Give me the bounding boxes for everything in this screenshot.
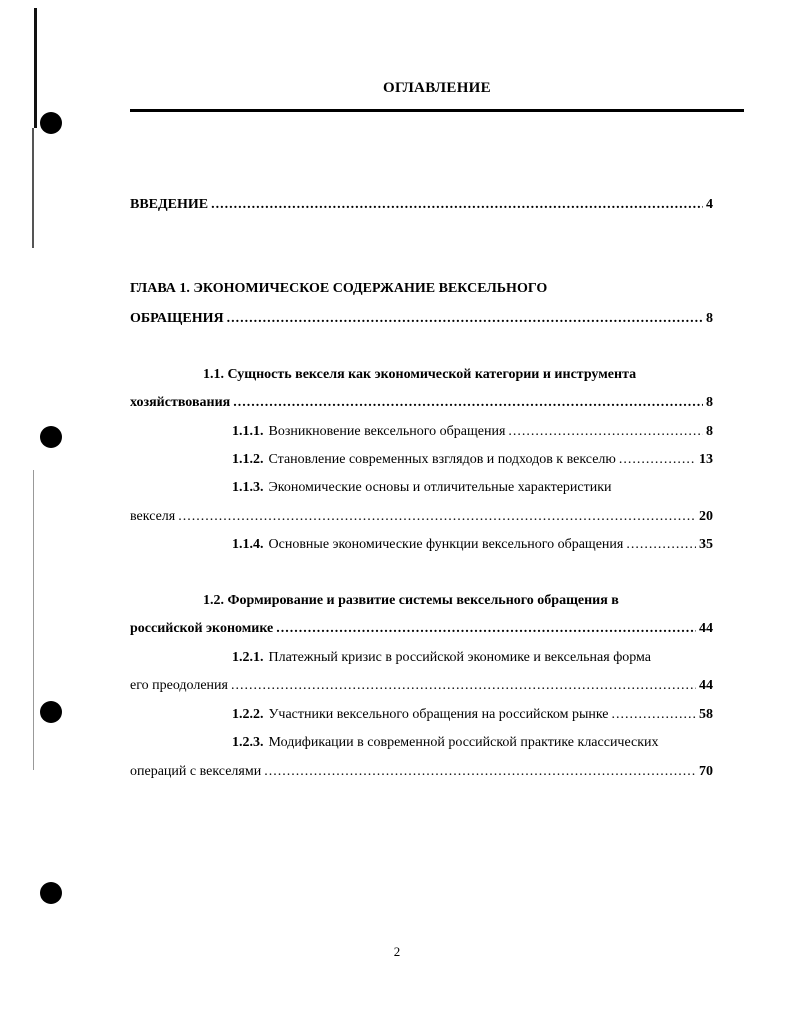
toc-section-number: 1.1.3. [232,480,264,495]
toc-entry-label: ВВЕДЕНИЕ [130,197,209,212]
toc-entry-1-1-3[interactable] [130,509,713,525]
toc-entry-label: его преодоления [130,678,228,693]
toc-entry-1-2-3[interactable] [130,764,713,780]
binding-edge-line [33,470,34,770]
toc-section-number: 1.1.2. [232,452,264,467]
toc-entry-text [232,707,609,723]
binding-edge-line [32,128,34,248]
toc-page-number: 35 [699,537,713,552]
toc-section-number: 1.1. [203,367,224,382]
page-number: 2 [393,944,401,959]
punch-hole [40,882,62,904]
toc-entry-label: ОБРАЩЕНИЯ [130,311,224,326]
toc-section-number: 1.1.1. [232,424,264,439]
toc-page-number: 4 [706,197,713,212]
toc-entry-1-1-1[interactable] [232,424,713,440]
title-divider [130,109,744,112]
toc-entry-text [232,452,616,468]
leader-dots [233,395,703,411]
toc-page-number: 44 [699,678,713,693]
toc-entry-label: векселя [130,509,176,524]
toc-section-label: Формирование и развитие системы вексельного обращения в [227,593,619,608]
toc-entry-label: российской экономике [130,621,274,636]
toc-entry-1-2-2[interactable] [232,707,713,723]
toc-section-1-1-line1 [203,367,636,383]
toc-page-number: 58 [699,707,713,722]
page-title: ОГЛАВЛЕНИЕ [383,80,491,96]
punch-hole [40,112,62,134]
toc-section-label: Основные экономические функции вексельного обращения [268,537,624,552]
toc-entry-1-1[interactable] [130,395,713,411]
toc-page-number: 8 [706,424,713,439]
toc-page-number: 20 [699,509,713,524]
leader-dots [508,424,703,440]
punch-hole [40,701,62,723]
toc-section-number: 1.2.3. [232,735,264,750]
leader-dots [626,537,696,553]
toc-entry-1-1-2[interactable] [232,452,713,468]
toc-section-label: Сущность векселя как экономической категории и инструмента [227,367,637,382]
leader-dots [178,509,696,525]
toc-section-label: Платежный кризис в российской экономике и вексельная форма [268,650,652,665]
toc-entry-chapter1[interactable] [130,311,713,327]
leader-dots [276,621,696,637]
toc-page-number: 44 [699,621,713,636]
toc-section-number: 1.2.1. [232,650,264,665]
toc-section-label: Экономические основы и отличительные характеристики [268,480,612,495]
binding-edge-line [34,8,37,128]
leader-dots [231,678,696,694]
toc-section-label: Участники вексельного обращения на российском рынке [268,707,609,722]
toc-section-1-2-1-line1 [232,650,651,666]
toc-entry-text [232,537,623,553]
leader-dots [264,764,696,780]
toc-section-1-2-3-line1 [232,735,659,751]
toc-page-number: 8 [706,395,713,410]
toc-page-number: 13 [699,452,713,467]
toc-section-number: 1.1.4. [232,537,264,552]
leader-dots [227,311,703,327]
toc-section-label: Модификации в современной российской практике классических [268,735,659,750]
toc-entry-label: хозяйствования [130,395,231,410]
toc-page-number: 8 [706,311,713,326]
leader-dots [211,197,703,213]
toc-section-label: Становление современных взглядов и подходов к векселю [268,452,616,467]
toc-chapter-title-line1: ГЛАВА 1. ЭКОНОМИЧЕСКОЕ СОДЕРЖАНИЕ ВЕКСЕЛЬНОГО [130,281,548,296]
toc-entry-label: операций с векселями [130,764,262,779]
toc-page-number: 70 [699,764,713,779]
leader-dots [619,452,696,468]
toc-section-number: 1.2. [203,593,224,608]
leader-dots [612,707,696,723]
punch-hole [40,426,62,448]
toc-entry-1-2-1[interactable] [130,678,713,694]
toc-entry-1-1-4[interactable] [232,537,713,553]
toc-section-number: 1.2.2. [232,707,264,722]
toc-section-label: Возникновение вексельного обращения [268,424,506,439]
toc-entry-1-2[interactable] [130,621,713,637]
toc-entry-text [232,424,505,440]
toc-section-1-1-3-line1 [232,480,612,496]
toc-entry-intro[interactable] [130,197,713,213]
toc-section-1-2-line1 [203,593,619,609]
